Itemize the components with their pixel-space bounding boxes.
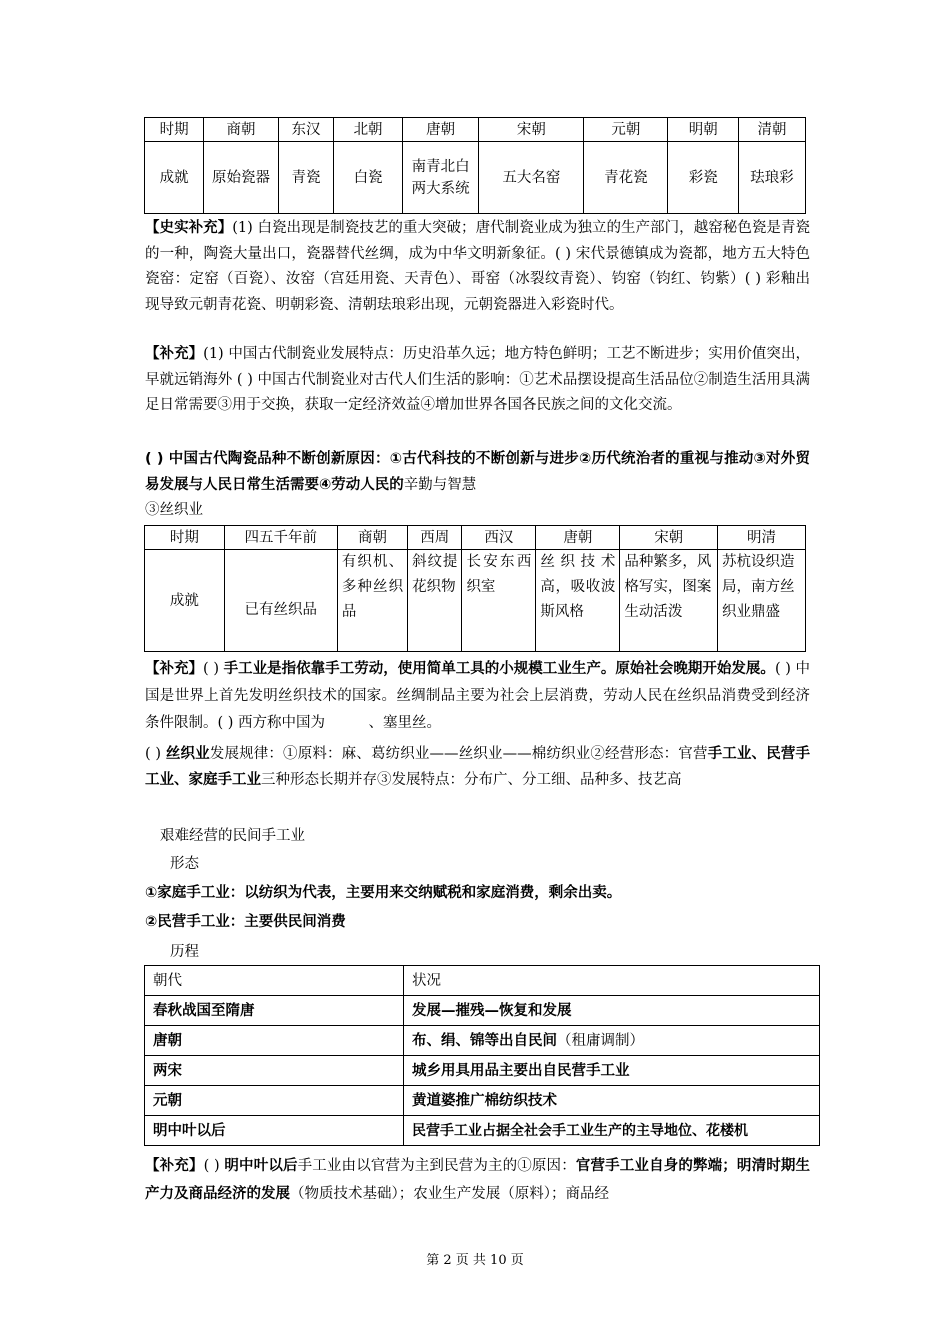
paragraph-text: 农业生产发展（原料）；商品经: [413, 1186, 609, 1202]
paragraph-text: (1) 白瓷出现是制瓷技艺的重大突破；唐代制瓷业成为独立的生产部门，越窑秘色瓷是青瓷的一种，陶瓷大量出口，瓷器替代丝绸，成为中华文明新象征。( ) 宋代景德镇成为瓷都，地方五大特色瓷窑：定窑（百瓷）、汝窑（宫廷用瓷、天青色）、哥窑（冰裂纹青瓷）、钧窑（钧红、钧紫）( ) 彩釉出现导致元朝青花瓷、明朝彩瓷、清朝珐琅彩出现，元朝瓷器进入彩瓷时代。: [145, 220, 811, 313]
cell-bold-text: 布、绢、锦等出自民间: [412, 1032, 557, 1049]
innovation-reasons-paragraph: [145, 446, 810, 498]
table-cell: 长安东西织室: [462, 550, 536, 652]
history-table: [144, 965, 820, 1146]
table-header: 时期: [145, 526, 225, 550]
table-header: 宋朝: [479, 118, 584, 142]
table-cell: 唐朝: [145, 1026, 404, 1056]
history-supplement-paragraph: [145, 216, 810, 318]
table-cell: 彩瓷: [668, 142, 739, 214]
paragraph-text: 三种形态长期并存③发展特点：分布广、分工细、品种多、技艺高: [261, 771, 682, 788]
handicraft-supplement-paragraph: [145, 656, 810, 737]
table-header: 时期: [145, 118, 204, 142]
table-header: 四五千年前: [224, 526, 337, 550]
cell-note: （租庸调制）: [557, 1032, 644, 1049]
table-cell: 南青北白两大系统: [402, 142, 478, 214]
ming-supplement-paragraph: [145, 1152, 810, 1208]
table-header: 商朝: [337, 526, 407, 550]
paragraph-text: （物质技术基础）；: [290, 1186, 414, 1202]
paragraph-text: ( ): [203, 1158, 225, 1174]
table-cell: 春秋战国至隋唐: [145, 996, 404, 1026]
table-cell: 成就: [145, 142, 204, 214]
supplement-paragraph-1: [145, 342, 810, 419]
table-header: 元朝: [584, 118, 668, 142]
form-item-private: ②民营手工业：主要供民间消费: [145, 914, 346, 930]
table-cell: 丝织技术高，吸收波斯风格: [536, 550, 620, 652]
table-row: [145, 996, 820, 1026]
paragraph-text: ( ): [145, 746, 166, 762]
table-row: [145, 1026, 820, 1056]
table-header: 东汉: [278, 118, 333, 142]
table-cell: 已有丝织品: [224, 550, 337, 652]
table-cell: 五大名窑: [479, 142, 584, 214]
supplement-label: 【补充】: [145, 1158, 204, 1174]
table-cell: 民营手工业占据全社会手工业生产的主导地位、花楼机: [404, 1116, 820, 1146]
table-header: 唐朝: [402, 118, 478, 142]
table-cell: 品种繁多，风格写实，图案生动活泼: [620, 550, 718, 652]
paragraph-text: ( ): [203, 661, 224, 677]
table-cell: 白瓷: [334, 142, 403, 214]
paragraph-text: (1) 中国古代制瓷业发展特点：历史沿革久远；地方特色鲜明；工艺不断进步；实用价值突出，早就远销海外 ( ) 中国古代制瓷业对古代人们生活的影响：①艺术品摆设提高生活品位②制造生活用具满足日常需要③用于交换，获取一定经济效益④增加世界各国各民族之间的文化交流。: [145, 346, 810, 413]
paragraph-text: 发展规律：①原料：麻、葛纺织业——丝织业——棉纺织业②经营形态：官营: [209, 746, 708, 762]
table-header: 唐朝: [536, 526, 620, 550]
paragraph-bold-text: 明中叶以后: [224, 1158, 298, 1174]
table-cell: 青瓷: [278, 142, 333, 214]
table-row: [145, 1116, 820, 1146]
table-header: 状况: [404, 966, 820, 996]
table-row: [145, 1056, 820, 1086]
table-cell: [404, 1026, 820, 1056]
form-title: 形态: [170, 856, 199, 872]
porcelain-table: [144, 117, 806, 214]
table-cell: 黄道婆推广棉纺织技术: [404, 1086, 820, 1116]
table-header: 明朝: [668, 118, 739, 142]
table-cell: 发展—摧残—恢复和发展: [404, 996, 820, 1026]
silk-law-paragraph: [145, 742, 810, 793]
table-cell: 元朝: [145, 1086, 404, 1116]
table-cell: 珐琅彩: [739, 142, 806, 214]
table-row: [145, 1086, 820, 1116]
table-header: 宋朝: [620, 526, 718, 550]
paragraph-bold-text: ( ) 中国古代陶瓷品种不断创新原因：①古代科技的不断创新与进步②历代统治者的重视与推动③对外贸易发展与人民日常生活需要④劳动人民的: [145, 451, 810, 493]
supplement-label: 【补充】: [145, 346, 204, 362]
table-cell: 成就: [145, 550, 225, 652]
table-cell: 明中叶以后: [145, 1116, 404, 1146]
paragraph-text: ( ) 中国是世界上首先发明丝织技术的国家。丝绸制品主要为社会上层消费，劳动人民在丝织品消费受到经济条件限制。( ) 西方称中国为 、塞里丝。: [145, 661, 811, 731]
table-cell: 有织机、多种丝织品: [337, 550, 407, 652]
page-footer: 第 2 页 共 10 页: [426, 1253, 524, 1268]
table-cell: 斜纹提花织物: [408, 550, 462, 652]
silk-table: [144, 525, 806, 652]
paragraph-bold-text: 手工业是指依靠手工劳动，使用简单工具的小规模工业生产。原始社会晚期开始发展。: [223, 661, 775, 677]
supplement-label: 【史实补充】: [145, 220, 233, 236]
history-title: 历程: [170, 944, 199, 960]
table-cell: 城乡用具用品主要出自民营手工业: [404, 1056, 820, 1086]
table-header: 朝代: [145, 966, 404, 996]
paragraph-bold-text: 手工业、民营手工业、家庭手工业: [145, 746, 811, 788]
table-cell: 原始瓷器: [204, 142, 279, 214]
table-cell: 苏杭设织造局，南方丝织业鼎盛: [718, 550, 806, 652]
table-header: 西汉: [462, 526, 536, 550]
paragraph-bold-text: 丝织业: [165, 746, 210, 762]
section-title: 艰难经营的民间手工业: [160, 828, 305, 844]
table-header: 商朝: [204, 118, 279, 142]
table-header: 清朝: [739, 118, 806, 142]
form-item-family: ①家庭手工业：以纺织为代表，主要用来交纳赋税和家庭消费，剩余出卖。: [145, 885, 622, 901]
paragraph-text: 辛勤与智慧: [403, 477, 477, 493]
supplement-label: 【补充】: [145, 661, 204, 677]
table-cell: 两宋: [145, 1056, 404, 1086]
table-cell: 青花瓷: [584, 142, 668, 214]
table-header: 明清: [718, 526, 806, 550]
table-header: 西周: [408, 526, 462, 550]
paragraph-text: 手工业由以官营为主到民营为主的①原因：: [297, 1158, 576, 1174]
silk-heading: ③丝织业: [145, 502, 203, 518]
paragraph-bold-text: 官营手工业自身的弊端；明清时期生产力及商品经济的发展: [145, 1158, 811, 1202]
table-header: 北朝: [334, 118, 403, 142]
